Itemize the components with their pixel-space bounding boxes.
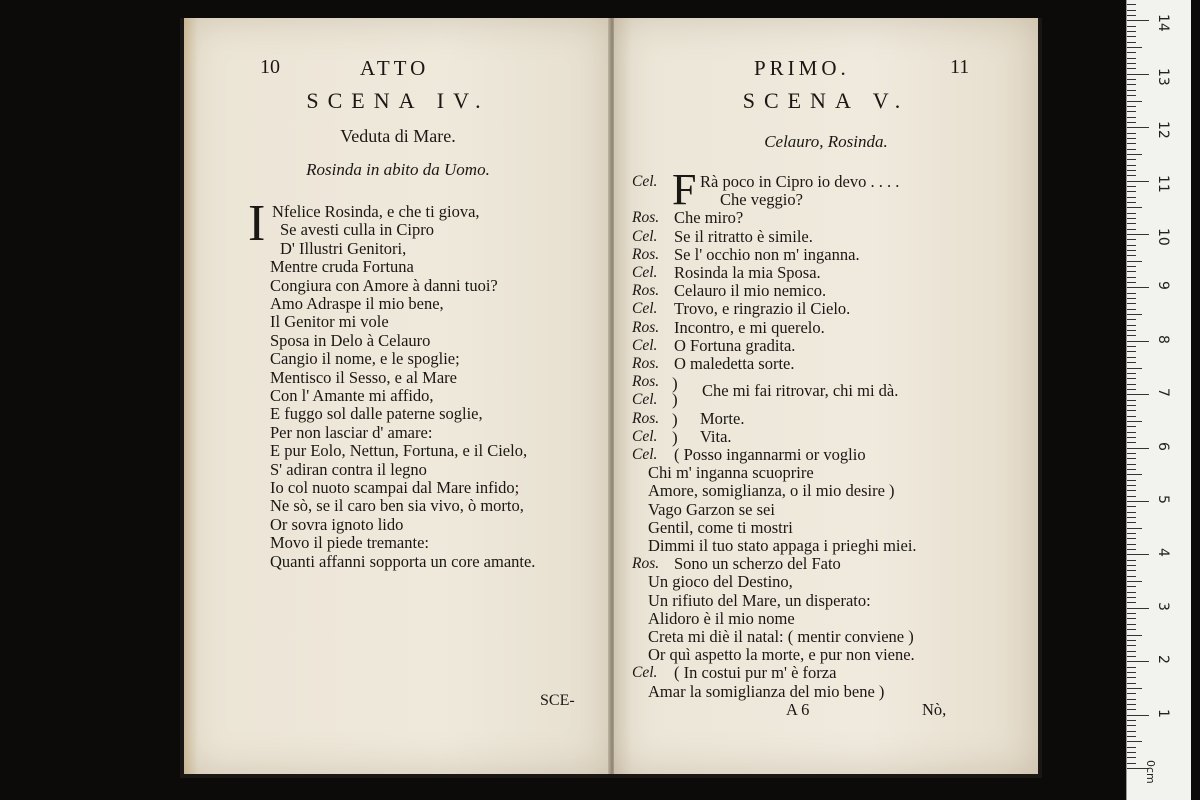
ruler-tick [1127,170,1136,171]
ruler-tick [1127,512,1136,513]
ruler-tick [1127,581,1142,582]
ruler-tick [1127,239,1136,240]
dialogue-line: Amore, somiglianza, o il mio desire ) [648,481,895,501]
measurement-ruler [1126,0,1191,800]
ruler-tick [1127,223,1136,224]
dialogue-line: Morte. [700,408,745,428]
ruler-number: 12 [1155,121,1171,140]
ruler-tick [1127,394,1149,395]
ruler-tick [1127,528,1142,529]
ruler-tick [1127,613,1136,614]
ruler-tick [1127,362,1136,363]
speaker-label: Cel. [632,446,658,463]
setting-line: Veduta di Mare. [340,126,456,146]
dialogue-line: Che miro? [674,208,744,228]
ruler-unit: 0cm [1144,760,1157,784]
ruler-tick [1127,624,1136,625]
ruler-tick [1127,448,1149,449]
ruler-tick [1127,421,1142,422]
ruler-tick [1127,618,1136,619]
verse-line: Cangio il nome, e le spoglie; [270,349,460,369]
ruler-tick [1127,683,1136,684]
ruler-number: 8 [1155,334,1171,344]
speaker-label: Ros. [632,555,660,573]
brace-mark: ) [672,428,678,447]
ruler-tick [1127,261,1142,262]
ruler-tick [1127,202,1136,203]
speaker-label: Ros. [632,245,660,263]
verse-line: Sposa in Delo à Celauro [270,330,431,350]
signature-mark: A 6 [786,700,810,719]
ruler-tick [1127,672,1136,673]
ruler-tick [1127,597,1136,598]
verse-line: Congiura con Amore à danni tuoi? [270,275,498,295]
ruler-tick [1127,432,1136,433]
verse-line: Quanti affanni sopporta un core amante. [270,551,536,571]
ruler-tick [1127,330,1136,331]
ruler-tick [1127,645,1136,646]
dialogue-line: O maledetta sorte. [674,354,795,373]
ruler-tick [1127,20,1149,21]
ruler-tick [1127,570,1136,571]
ruler-tick [1127,693,1136,694]
speaker-label: Ros. [632,209,660,227]
ruler-tick [1127,554,1149,555]
ruler-tick [1127,544,1136,545]
ruler-tick [1127,159,1136,160]
ruler-tick [1127,576,1136,577]
ruler-tick [1127,197,1136,198]
ruler-number: 6 [1155,441,1171,451]
ruler-tick [1127,704,1136,705]
ruler-tick [1127,731,1136,732]
ruler-tick [1127,538,1136,539]
ruler-tick [1127,736,1136,737]
ruler-tick [1127,592,1136,593]
ruler-tick [1127,709,1136,710]
verse-line: Amo Adraspe il mio bene, [270,294,444,313]
ruler-tick [1127,186,1136,187]
ruler-tick [1127,400,1136,401]
verse-line: Per non lasciar d' amare: [270,422,433,442]
ruler-tick [1127,405,1136,406]
ruler-tick [1127,95,1136,96]
ruler-tick [1127,84,1136,85]
ruler-tick [1127,667,1136,668]
ruler-tick [1127,602,1136,603]
stage-direction: Rosinda in abito da Uomo. [306,160,490,179]
dialogue-line: ( In costui pur m' è forza [674,663,837,683]
speaker-label: Ros. [632,318,660,336]
ruler-tick [1127,715,1149,716]
ruler-tick [1127,138,1136,139]
ruler-tick [1127,752,1136,753]
ruler-tick [1127,720,1136,721]
speaker-label: Cel. [632,264,658,281]
ruler-number: 13 [1155,67,1171,86]
verse-line: Mentre cruda Fortuna [270,257,414,277]
ruler-tick [1127,533,1136,534]
ruler-tick [1127,52,1136,53]
verse-line: Il Genitor mi vole [270,312,389,332]
ruler-tick [1127,351,1136,352]
verse-line: Se avesti culla in Cipro [280,220,434,240]
dialogue-line: ( Posso ingannarmi or voglio [674,445,866,464]
catchword: Nò, [922,700,947,719]
ruler-tick [1127,501,1149,502]
page-number: 11 [950,56,970,78]
ruler-tick [1127,747,1136,748]
ruler-number: 2 [1155,655,1171,665]
ruler-tick [1127,181,1149,182]
verse-line: Nfelice Rosinda, e che ti giova, [272,202,480,221]
speaker-label: Cel. [632,391,658,409]
speaker-label: Cel. [632,664,658,682]
ruler-tick [1127,490,1136,491]
ruler-tick [1127,127,1149,128]
ruler-tick [1127,165,1136,166]
running-head: ATTO [360,56,430,80]
ruler-tick [1127,341,1149,342]
dialogue-line: Che veggio? [720,190,803,210]
drop-cap: I [248,195,266,252]
catchword: SCE- [540,692,575,709]
brace-mark: ) [672,390,678,409]
ruler-tick [1127,640,1136,641]
dialogue-line: Vita. [700,426,732,446]
dialogue-line: Rosinda la mia Sposa. [674,263,821,282]
ruler-tick [1127,416,1136,417]
ruler-tick [1127,47,1142,48]
dialogue-line: Chi m' inganna scuoprire [648,463,814,483]
dialogue-line: Or quì aspetto la morte, e pur non viene. [648,645,915,665]
character-list: Celauro, Rosinda. [764,132,888,151]
ruler-tick [1127,101,1142,102]
ruler-tick [1127,469,1136,470]
verse-line: Movo il piede tremante: [270,533,429,553]
ruler-number: 5 [1155,495,1171,504]
dialogue-line: Vago Garzon se sei [648,499,775,519]
ruler-tick [1127,485,1136,486]
verse-line: Io col nuoto scampai dal Mare infido; [270,478,520,497]
ruler-tick [1127,442,1136,443]
ruler-tick [1127,522,1136,523]
ruler-tick [1127,437,1136,438]
ruler-number: 9 [1155,281,1171,291]
verse-line: Mentisco il Sesso, e al Mare [270,367,457,387]
running-head: PRIMO. [754,56,850,80]
ruler-tick [1127,42,1136,43]
ruler-tick [1127,410,1136,411]
ruler-tick [1127,293,1136,294]
ruler-tick [1127,117,1136,118]
ruler-tick [1127,26,1136,27]
verse-line: Ne sò, se il caro ben sia vivo, ò morto, [270,496,524,516]
ruler-tick [1127,384,1136,385]
ruler-tick [1127,122,1136,123]
ruler-tick [1127,373,1136,374]
ruler-tick [1127,496,1136,497]
ruler-tick [1127,635,1142,636]
ruler-tick [1127,677,1136,678]
ruler-tick [1127,309,1136,310]
ruler-tick [1127,143,1136,144]
verse-line: Con l' Amante mi affido, [270,386,434,405]
ruler-tick [1127,175,1136,176]
ruler-tick [1127,565,1136,566]
ruler-tick [1127,31,1136,32]
dialogue-line: Trovo, e ringrazio il Cielo. [674,299,851,319]
ruler-tick [1127,586,1136,587]
page-number: 10 [260,56,280,78]
ruler-tick [1127,191,1136,192]
dialogue-line: Creta mi diè il natal: ( mentir conviene ) [648,627,914,646]
ruler-tick [1127,506,1136,507]
speaker-label: Cel. [632,427,658,445]
ruler-tick [1127,335,1136,336]
ruler-tick [1127,346,1136,347]
ruler-tick [1127,517,1136,518]
verse-line: Or sovra ignoto lido [270,514,404,534]
ruler-tick [1127,656,1136,657]
ruler-tick [1127,314,1142,315]
ruler-tick [1127,426,1136,427]
ruler-tick [1127,15,1136,16]
ruler-tick [1127,389,1136,390]
ruler-number: 1 [1155,708,1171,718]
verse-line: S' adiran contra il legno [270,459,427,479]
dialogue-line: Un rifiuto del Mare, un disperato: [648,590,871,610]
ruler-tick [1127,133,1136,134]
speaker-label: Cel. [632,300,658,318]
ruler-tick [1127,271,1136,272]
drop-cap: F [672,165,697,214]
ruler-tick [1127,757,1136,758]
speaker-label: Cel. [632,227,658,245]
dialogue-line: Rà poco in Cipro io devo . . . . [700,172,900,191]
dialogue-line: Celauro il mio nemico. [674,281,827,301]
brace-mark: ) [672,410,678,429]
ruler-tick [1127,229,1136,230]
ruler-tick [1127,699,1136,700]
ruler-number: 7 [1155,388,1171,398]
ruler-tick [1127,277,1136,278]
ruler-tick [1127,111,1136,112]
ruler-tick [1127,688,1142,689]
ruler-tick [1127,480,1136,481]
ruler-tick [1127,368,1142,369]
ruler-tick [1127,763,1136,764]
speaker-label: Ros. [632,282,660,300]
ruler-tick [1127,250,1136,251]
ruler-tick [1127,453,1136,454]
scene-title: SCENA V. [742,88,910,113]
ruler-tick [1127,325,1136,326]
dialogue-line: Amar la somiglianza del mio bene ) [648,681,885,701]
ruler-tick [1127,68,1136,69]
ruler-tick [1127,378,1136,379]
ruler-tick [1127,266,1136,267]
ruler-tick [1127,154,1142,155]
ruler-tick [1127,560,1136,561]
ruler-number: 11 [1155,174,1171,193]
speaker-label: Cel. [632,173,658,190]
brace-mark: ) [672,374,678,393]
ruler-tick [1127,218,1136,219]
dialogue-line: O Fortuna gradita. [674,335,796,355]
dialogue-line: Sono un scherzo del Fato [674,554,841,574]
ruler-tick [1127,661,1149,662]
ruler-tick [1127,234,1149,235]
ruler-tick [1127,36,1136,37]
dialogue-line: Incontro, e mi querelo. [674,317,825,337]
ruler-tick [1127,549,1136,550]
ruler-number: 14 [1155,14,1171,33]
ruler-tick [1127,58,1136,59]
ruler-tick [1127,106,1136,107]
ruler-tick [1127,4,1136,5]
ruler-tick [1127,213,1136,214]
speaker-label: Cel. [632,336,658,354]
ruler-tick [1127,319,1136,320]
ruler-tick [1127,79,1136,80]
left-page [184,18,612,774]
ruler-tick [1127,608,1149,609]
ruler-tick [1127,63,1136,64]
ruler-tick [1127,255,1136,256]
ruler-tick [1127,303,1136,304]
ruler-tick [1127,282,1136,283]
verse-line: D' Illustri Genitori, [280,238,407,258]
ruler-tick [1127,207,1142,208]
ruler-tick [1127,464,1136,465]
ruler-tick [1127,298,1136,299]
ruler-tick [1127,725,1136,726]
open-book [180,18,1042,778]
ruler-tick [1127,458,1136,459]
dialogue-line: Alidoro è il mio nome [648,608,795,628]
ruler-tick [1127,149,1136,150]
ruler-tick [1127,10,1136,11]
ruler-tick [1127,474,1142,475]
ruler-tick [1127,357,1136,358]
dialogue-line: Dimmi il tuo stato appaga i prieghi miei. [648,536,917,555]
ruler-number: 4 [1155,548,1171,558]
ruler-number: 10 [1155,228,1171,246]
verse-line: E fuggo sol dalle paterne soglie, [270,404,483,424]
verse-line: E pur Eolo, Nettun, Fortuna, e il Cielo, [270,441,528,461]
ruler-number: 3 [1155,601,1171,611]
ruler-tick [1127,245,1136,246]
speaker-label: Ros. [632,373,660,391]
ruler-tick [1127,651,1136,652]
dialogue-line: Che mi fai ritrovar, chi mi dà. [702,381,899,401]
ruler-tick [1127,287,1149,288]
scene-title: SCENA IV. [306,88,490,113]
ruler-tick [1127,74,1149,75]
dialogue-line: Se il ritratto è simile. [674,226,813,246]
speaker-label: Ros. [632,355,660,372]
dialogue-line: Se l' occhio non m' inganna. [674,244,860,264]
ruler-tick [1127,741,1142,742]
dialogue-line: Un gioco del Destino, [648,572,793,592]
right-page [614,18,1038,774]
ruler-tick [1127,90,1136,91]
speaker-label: Ros. [632,409,660,427]
ruler-tick [1127,629,1136,630]
dialogue-line: Gentil, come ti mostri [648,517,793,537]
